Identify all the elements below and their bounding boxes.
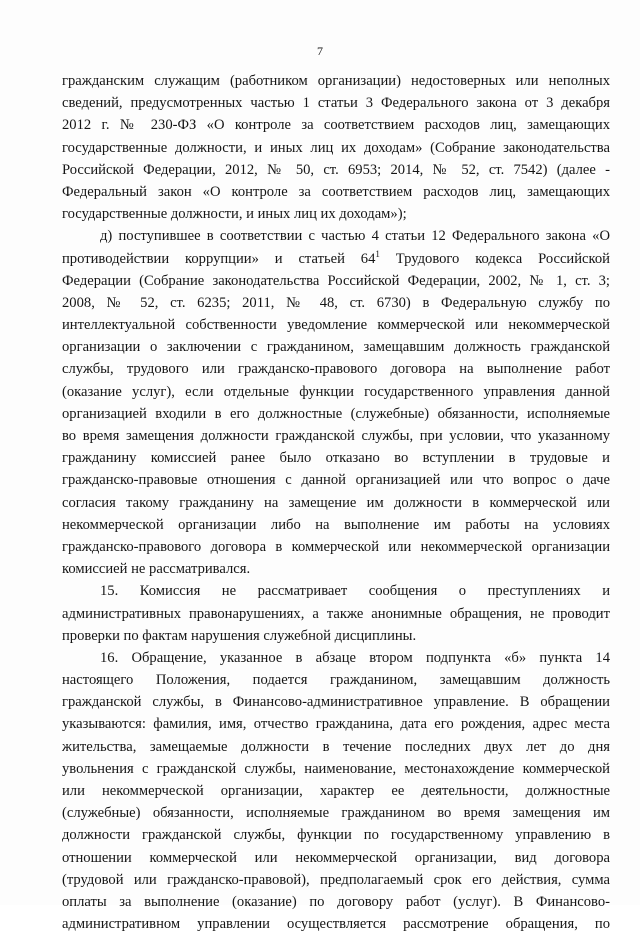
page-number: 7 bbox=[317, 44, 323, 58]
text-fragment: противодействии коррупции» и статьей 64 bbox=[62, 250, 376, 267]
text-line: (трудовой или гражданско-правовой), предполагаемый срок его действия, сумма bbox=[62, 871, 610, 888]
text-line: государственные должности, и иных лиц их доходам» (Собрание законодательства bbox=[62, 139, 610, 156]
text-line: административном управлении осуществляется рассмотрение обращения, по bbox=[62, 916, 610, 933]
text-line: организации о заключении с гражданином, замещавшим должность гражданской bbox=[62, 339, 610, 356]
text-line: Российской Федерации, 2012, № 50, ст. 6953; 2014, № 52, ст. 7542) (далее - bbox=[62, 161, 610, 178]
text-line: 2012 г. № 230-ФЗ «О контроле за соответствием расходов лиц, замещающих bbox=[62, 117, 610, 134]
text-line: организацией входили в его должностные (служебные) обязанности, исполняемые bbox=[62, 405, 610, 422]
text-fragment: Трудового кодекса Российской bbox=[379, 250, 610, 267]
text-line: (оказание услуг), если отдельные функции государственного управления данной bbox=[62, 383, 610, 400]
text-line: гражданину комиссией ранее было отказано во вступлении в трудовые и bbox=[62, 450, 610, 467]
text-line: настоящего Положения, подается гражданином, замещавшим должность bbox=[62, 672, 610, 689]
text-line: указываются: фамилия, имя, отчество гражданина, дата его рождения, адрес места bbox=[62, 716, 610, 733]
text-line: сведений, предусмотренных частью 1 статьи 3 Федерального закона от 3 декабря bbox=[62, 95, 610, 112]
text-line: гражданским служащим (работником организации) недостоверных или неполных bbox=[62, 73, 610, 89]
text-line: некоммерческой организации либо на выполнение им работы на условиях bbox=[62, 516, 610, 533]
text-line: Федеральный закон «О контроле за соответствием расходов лиц, замещающих bbox=[62, 183, 610, 200]
text-line: увольнения с гражданской службы, наименование, местонахождение коммерческой bbox=[62, 760, 610, 777]
document-body bbox=[62, 70, 610, 935]
superscript: 1 bbox=[375, 248, 380, 259]
text-line: или некоммерческой организации, характер ее деятельности, должностные bbox=[62, 783, 610, 799]
text-line: жительства, замещаемые должности в течение последних двух лет до дня bbox=[62, 738, 610, 755]
text-line: Федерации (Собрание законодательства Российской Федерации, 2002, № 1, ст. 3; bbox=[62, 272, 610, 289]
text-line: (служебные) обязанности, исполняемые гражданином во время замещения им bbox=[62, 805, 610, 822]
text-line: во время замещения должности гражданской службы, при условии, что указанному bbox=[62, 428, 610, 444]
text-line: комиссией не рассматривался. bbox=[62, 561, 251, 578]
text-line: интеллектуальной собственности уведомление коммерческой или некоммерческой bbox=[62, 317, 610, 334]
text-line: административных правонарушениях, а также анонимные обращения, не проводит bbox=[62, 605, 610, 622]
text-line: оплаты за выполнение (оказание) по договору работ (услуг). В Финансово- bbox=[62, 893, 610, 910]
text-line: службы, трудового или гражданско-правового договора на выполнение работ bbox=[62, 361, 610, 378]
text-line: д) поступившее в соответствии с частью 4 статьи 12 Федерального закона «О bbox=[100, 228, 610, 245]
text-line: должности гражданской службы, функции по государственному управлению в bbox=[62, 827, 610, 844]
text-line: отношении коммерческой или некоммерческой организации, вид договора bbox=[62, 849, 610, 866]
text-line: 16. Обращение, указанное в абзаце втором подпункта «б» пункта 14 bbox=[100, 649, 610, 666]
text-line: гражданско-правовые отношения с данной организацией или что вопрос о даче bbox=[62, 472, 610, 489]
text-line: 2008, № 52, ст. 6235; 2011, № 48, ст. 6730) в Федеральную службу по bbox=[62, 294, 610, 311]
text-line: гражданско-правового договора в коммерческой или некоммерческой организации bbox=[62, 538, 610, 555]
text-line: гражданской службы, в Финансово-административное управление. В обращении bbox=[62, 694, 610, 711]
text-line: проверки по фактам нарушения служебной дисциплины. bbox=[62, 627, 417, 644]
text-line: 15. Комиссия не рассматривает сообщения о преступлениях и bbox=[100, 583, 610, 600]
text-line-with-superscript bbox=[62, 248, 610, 270]
text-line: государственные должности, и иных лиц их доходам»); bbox=[62, 206, 407, 223]
text-line: согласия такому гражданину на замещение им должности в коммерческой или bbox=[62, 494, 610, 511]
